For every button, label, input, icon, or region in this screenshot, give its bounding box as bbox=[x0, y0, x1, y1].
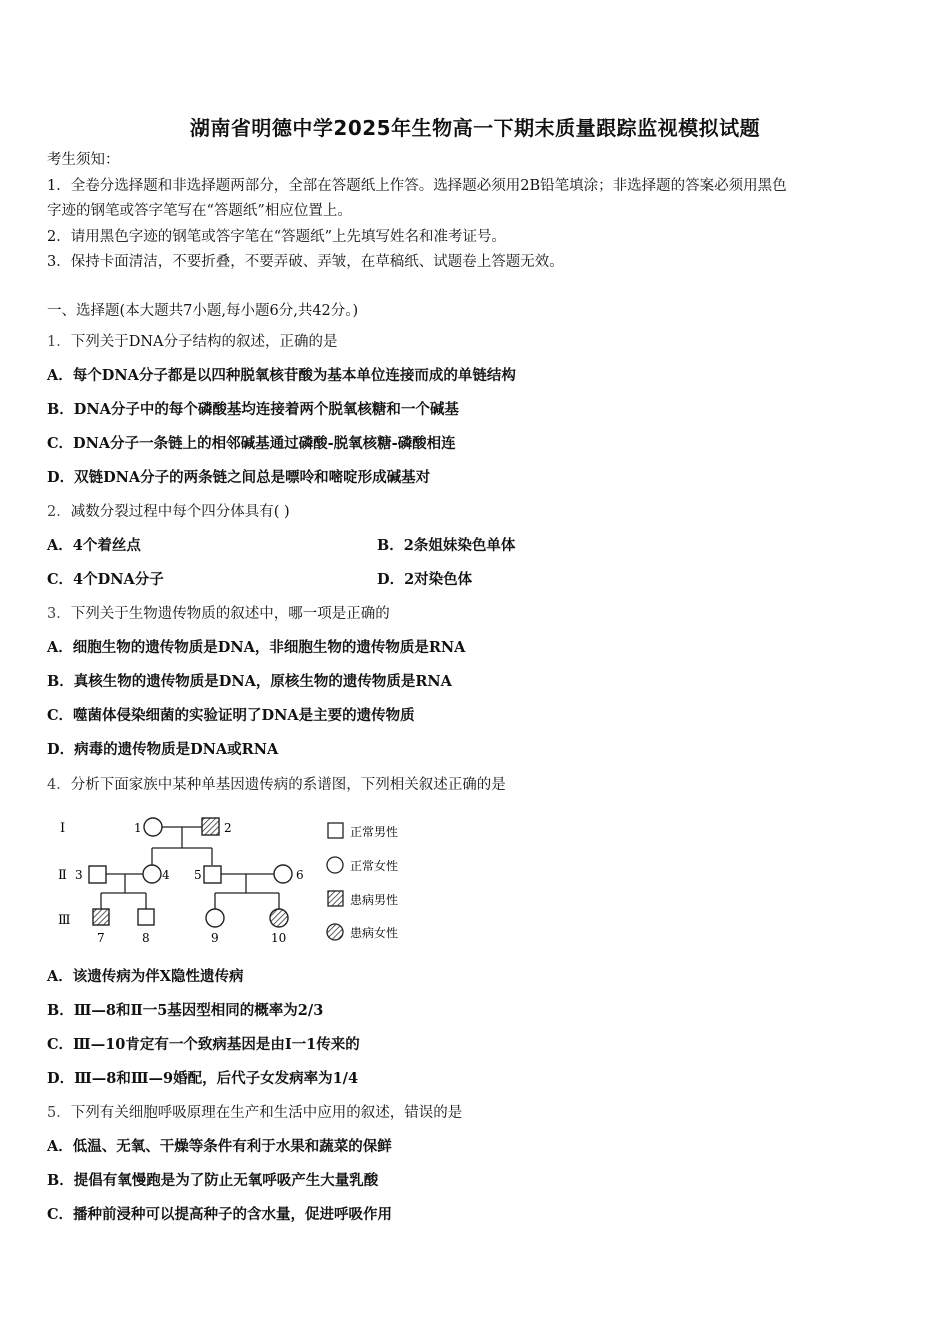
option-b: B．DNA分子中的每个磷酸基均连接着两个脱氧核糖和一个碱基 bbox=[47, 401, 459, 418]
question-text: 下列关于DNA分子结构的叙述，正确的是 bbox=[70, 334, 338, 350]
individual-8-normal-male bbox=[138, 909, 154, 925]
individual-9-normal-female bbox=[206, 909, 224, 927]
notice-item: 字迹的钢笔或答字笔写在“答题纸”相应位置上。 bbox=[47, 203, 352, 219]
question-text: 分析下面家族中某种单基因遗传病的系谱图，下列相关叙述正确的是 bbox=[70, 777, 506, 793]
individual-3-normal-male bbox=[89, 866, 106, 883]
question-3 bbox=[47, 604, 390, 624]
individual-1-normal-female bbox=[144, 818, 162, 836]
option-b: B．真核生物的遗传物质是DNA，原核生物的遗传物质是RNA bbox=[47, 673, 452, 690]
question-number: 3． bbox=[47, 606, 71, 622]
option-c: C．DNA分子一条链上的相邻碱基通过磷酸-脱氧核糖-磷酸相连 bbox=[47, 435, 456, 452]
legend-label: 正常男性 bbox=[350, 825, 399, 839]
question-5 bbox=[47, 1103, 462, 1123]
individual-label: 10 bbox=[271, 931, 287, 945]
legend-label: 正常女性 bbox=[350, 859, 399, 873]
section-heading: 一、选择题(本大题共7小题,每小题6分,共42分。) bbox=[47, 303, 359, 319]
individual-label: 8 bbox=[142, 931, 150, 945]
notice-item: 2．请用黑色字迹的钢笔或答字笔在“答题纸”上先填写姓名和准考证号。 bbox=[47, 229, 507, 245]
question-number: 2． bbox=[47, 504, 71, 520]
notice-heading: 考生须知： bbox=[47, 152, 120, 168]
individual-7-affected-male bbox=[93, 909, 109, 925]
question-text: 减数分裂过程中每个四分体具有( ) bbox=[70, 504, 290, 520]
option-d: D．病毒的遗传物质是DNA或RNA bbox=[47, 741, 279, 758]
option-a: A．低温、无氧、干燥等条件有利于水果和蔬菜的保鲜 bbox=[47, 1138, 392, 1155]
notice-item: 3．保持卡面清洁，不要折叠，不要弄破、弄皱，在草稿纸、试题卷上答题无效。 bbox=[47, 254, 564, 270]
option-a: A．该遗传病为伴X隐性遗传病 bbox=[47, 968, 244, 985]
legend-label: 患病男性 bbox=[350, 893, 399, 907]
question-number: 5． bbox=[47, 1105, 71, 1121]
generation-label-iii: Ⅲ bbox=[58, 913, 71, 928]
option-a: A．每个DNA分子都是以四种脱氧核苷酸为基本单位连接而成的单链结构 bbox=[47, 367, 516, 384]
individual-label: 6 bbox=[296, 868, 304, 882]
individual-label: 3 bbox=[75, 868, 83, 882]
option-b: B．Ⅲ—8和Ⅱ一5基因型相同的概率为2/3 bbox=[47, 1002, 324, 1019]
option-c: C．播种前浸种可以提高种子的含水量，促进呼吸作用 bbox=[47, 1206, 393, 1223]
individual-10-affected-female bbox=[270, 909, 288, 927]
question-4 bbox=[47, 775, 506, 795]
option-b: B．2条姐妹染色单体 bbox=[377, 537, 516, 554]
question-number: 1． bbox=[47, 334, 71, 350]
option-a: A．4个着丝点 bbox=[47, 537, 141, 554]
legend-normal-male-icon bbox=[328, 823, 343, 838]
option-d: D．Ⅲ—8和Ⅲ—9婚配，后代子女发病率为1/4 bbox=[47, 1070, 359, 1087]
option-c: C．噬菌体侵染细菌的实验证明了DNA是主要的遗传物质 bbox=[47, 707, 415, 724]
question-number: 4． bbox=[47, 777, 71, 793]
notice-item: 1．全卷分选择题和非选择题两部分，全部在答题纸上作答。选择题必须用2B铅笔填涂；非选择题的答案必须用黑色 bbox=[47, 178, 787, 194]
generation-label-ii: Ⅱ bbox=[58, 868, 67, 883]
legend-affected-male-icon bbox=[328, 891, 343, 906]
question-text: 下列有关细胞呼吸原理在生产和生活中应用的叙述，错误的是 bbox=[70, 1105, 463, 1121]
option-b: B．提倡有氧慢跑是为了防止无氧呼吸产生大量乳酸 bbox=[47, 1172, 379, 1189]
individual-label: 7 bbox=[97, 931, 105, 945]
legend-normal-female-icon bbox=[327, 857, 343, 873]
individual-label: 2 bbox=[224, 821, 232, 835]
individual-label: 9 bbox=[211, 931, 219, 945]
pedigree-lines bbox=[101, 827, 279, 909]
individual-5-normal-male bbox=[204, 866, 221, 883]
individual-label: 5 bbox=[194, 868, 202, 882]
individual-label: 1 bbox=[134, 821, 142, 835]
question-1 bbox=[47, 332, 338, 352]
option-d: D．2对染色体 bbox=[377, 571, 473, 588]
individual-label: 4 bbox=[162, 868, 170, 882]
option-c: C．Ⅲ—10肯定有一个致病基因是由Ⅰ一1传来的 bbox=[47, 1036, 360, 1053]
question-2 bbox=[47, 502, 290, 522]
option-c: C．4个DNA分子 bbox=[47, 571, 164, 588]
individual-6-normal-female bbox=[274, 865, 292, 883]
legend-label: 患病女性 bbox=[350, 926, 399, 940]
legend-affected-female-icon bbox=[327, 924, 343, 940]
pedigree-diagram bbox=[50, 808, 430, 953]
individual-2-affected-male bbox=[202, 818, 219, 835]
generation-label-i: Ⅰ bbox=[60, 821, 66, 836]
option-a: A．细胞生物的遗传物质是DNA，非细胞生物的遗传物质是RNA bbox=[47, 639, 466, 656]
individual-4-normal-female bbox=[143, 865, 161, 883]
question-text: 下列关于生物遗传物质的叙述中，哪一项是正确的 bbox=[70, 606, 390, 622]
option-d: D．双链DNA分子的两条链之间总是嘌呤和嘧啶形成碱基对 bbox=[47, 469, 431, 486]
page-title: 湖南省明德中学2025年生物高一下期末质量跟踪监视模拟试题 bbox=[189, 116, 761, 140]
